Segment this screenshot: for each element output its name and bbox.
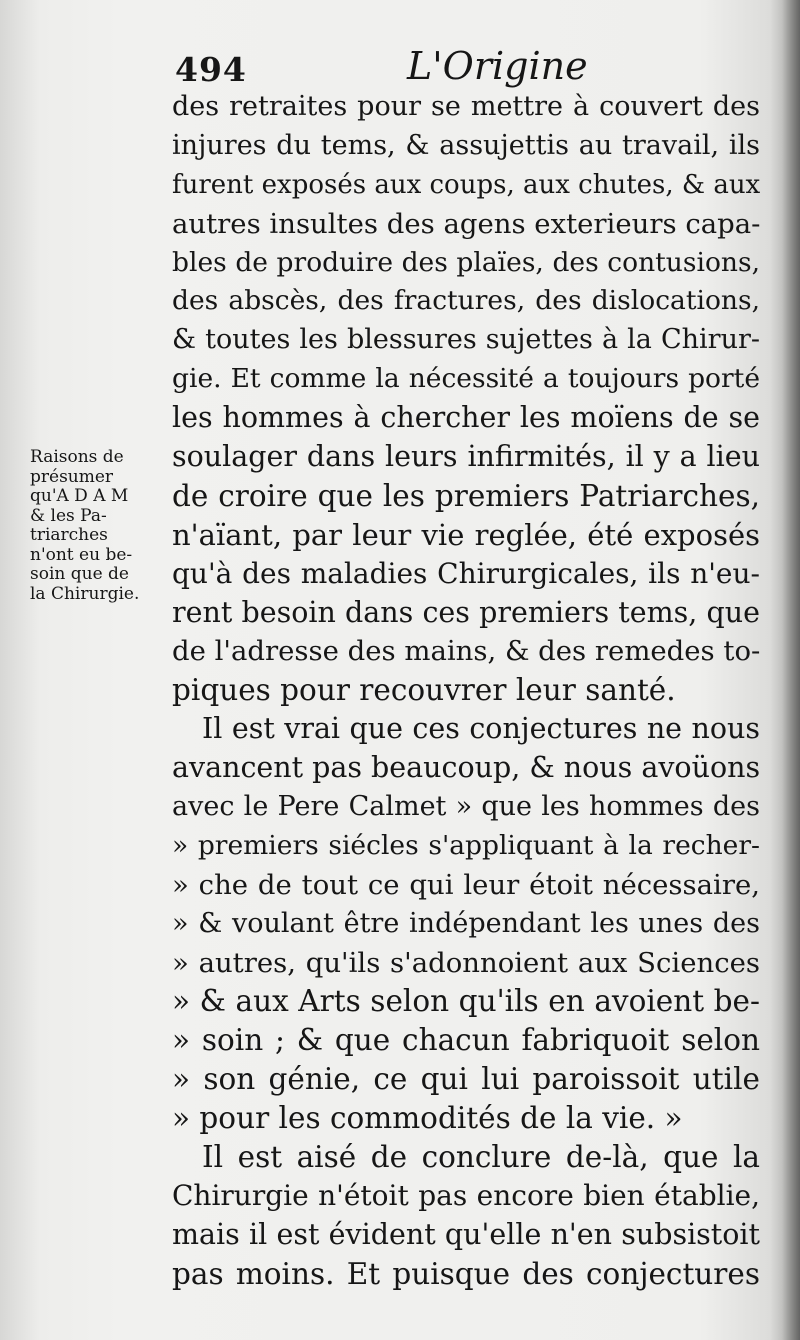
text-line: Il est vrai que ces conjectures ne nous xyxy=(202,712,760,746)
text-line: qu'à des maladies Chirurgicales, ils n'eu- xyxy=(172,556,760,590)
text-line: » soin ; & que chacun fabriquoit selon xyxy=(172,1023,760,1058)
running-title: L'Origine xyxy=(407,44,588,88)
marginal-note-line: la Chirurgie. xyxy=(30,583,140,604)
text-line: soulager dans leurs infirmités, il y a lieu xyxy=(172,440,760,474)
text-line: piques pour recouvrer leur santé. xyxy=(172,673,676,708)
text-line: injures du tems, & assujettis au travail, ils xyxy=(172,129,760,161)
text-line: des abscès, des fractures, des dislocations, xyxy=(172,285,760,317)
text-line: » che de tout ce qui leur étoit nécessaire, xyxy=(172,868,760,901)
text-line: » premiers siécles s'appliquant à la recher- xyxy=(172,829,760,861)
marginal-note-line: présumer xyxy=(30,466,114,487)
page-number: 494 xyxy=(175,50,247,89)
text-line: & toutes les blessures sujettes à la Chirur- xyxy=(172,324,760,356)
marginal-note-line: & les Pa- xyxy=(30,505,107,526)
marginal-note-line: Raisons de xyxy=(30,447,124,467)
text-line: autres insultes des agens exterieurs capa- xyxy=(172,207,761,240)
text-line: mais il est évident qu'elle n'en subsistoit xyxy=(172,1217,760,1251)
text-line: » & voulant être indépendant les unes des xyxy=(172,907,760,939)
marginal-note-line: n'ont eu be- xyxy=(30,544,133,565)
text-line: de croire que les premiers Patriarches, xyxy=(172,478,760,513)
marginal-note xyxy=(30,448,180,604)
text-line: les hommes à chercher les moïens de se xyxy=(172,401,760,435)
text-line: des retraites pour se mettre à couvert des xyxy=(172,91,760,122)
marginal-note-line: soin que de xyxy=(30,564,129,584)
text-line: de l'adresse des mains, & des remedes to- xyxy=(172,635,761,668)
text-line: avec le Pere Calmet » que les hommes des xyxy=(172,791,760,823)
marginal-note-line: triarches xyxy=(30,525,108,545)
body-text xyxy=(172,88,760,1294)
text-line: furent exposés aux coups, aux chutes, & aux xyxy=(172,169,761,200)
text-line: » pour les commodités de la vie. » xyxy=(172,1101,683,1136)
text-line: Il est aisé de conclure de-là, que la xyxy=(202,1140,760,1175)
text-line: » autres, qu'ils s'adonnoient aux Sciences xyxy=(172,946,760,979)
text-line: bles de produire des plaïes, des contusions, xyxy=(172,246,760,278)
text-line: n'aïant, par leur vie reglée, été exposés xyxy=(172,517,760,552)
text-line: avancent pas beaucoup, & nous avoüons xyxy=(172,751,761,785)
text-line: » & aux Arts selon qu'ils en avoient be- xyxy=(172,984,760,1019)
text-line: gie. Et comme la nécessité a toujours porté xyxy=(172,363,760,395)
text-line: Chirurgie n'étoit pas encore bien établie, xyxy=(172,1178,760,1212)
marginal-note-line: qu'A D A M xyxy=(30,486,129,506)
page-edge-shadow xyxy=(782,0,800,1340)
page-header xyxy=(175,42,595,92)
text-line: » son génie, ce qui lui paroissoit utile xyxy=(172,1062,760,1097)
text-line: pas moins. Et puisque des conjectures xyxy=(172,1256,760,1291)
text-line: rent besoin dans ces premiers tems, que xyxy=(172,595,760,629)
